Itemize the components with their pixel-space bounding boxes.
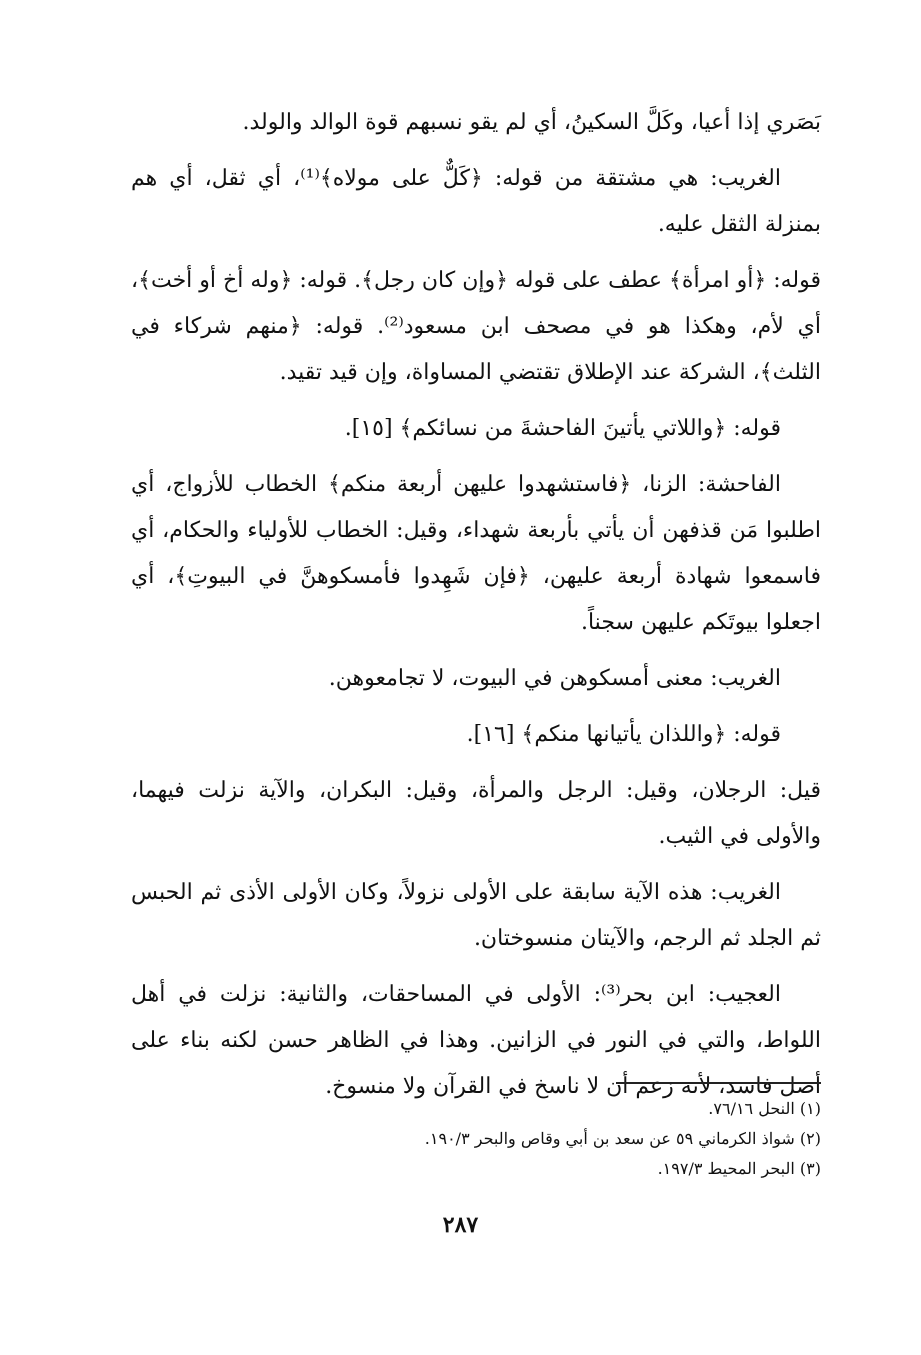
footnote-3: (٣) البحر المحيط ١٩٧/٣. [657, 1159, 821, 1178]
paragraph-4: قوله: ﴿واللاتي يأتينَ الفاحشةَ من نسائكم﴾ [١٥]. [344, 416, 781, 441]
paragraph-3: قوله: ﴿أو امرأة﴾ عطف على قوله ﴿وإن كان رجل﴾. قوله: ﴿وله أخ أو أخت﴾، أي لأم، وهكذا هو في مصحف ابن مسعود⁽²⁾. قوله: ﴿منهم شركاء في الثلث﴾، الشركة عند الإطلاق تقتضي المساواة، وإن قيد تقيد. [130, 268, 821, 385]
footnote-divider [616, 1082, 821, 1084]
footnote-2: (٢) شواذ الكرماني ٥٩ عن سعد بن أبي وقاص والبحر ١٩٠/٣. [424, 1129, 821, 1148]
page-number: ٢٨٧ [442, 1212, 479, 1238]
paragraph-7: قوله: ﴿واللذان يأتيانها منكم﴾ [١٦]. [466, 722, 781, 747]
footnote-1: (١) النحل ٧٦/١٦. [708, 1099, 821, 1118]
paragraph-1: بَصَري إذا أعيا، وكَلَّ السكينُ، أي لم يقو نسبهم قوة الوالد والولد. [242, 110, 821, 135]
paragraph-6: الغريب: معنى أمسكوهن في البيوت، لا تجامعوهن. [328, 666, 781, 691]
paragraph-9: الغريب: هذه الآية سابقة على الأولى نزولاً، وكان الأولى الأذى ثم الحبس ثم الجلد ثم الرجم، والآيتان منسوختان. [131, 880, 821, 951]
body-text [131, 100, 821, 1120]
paragraph-8: قيل: الرجلان، وقيل: الرجل والمرأة، وقيل: البكران، والآية نزلت فيهما، والأولى في الثيب. [131, 778, 821, 849]
footnotes [131, 1082, 821, 1184]
paragraph-5: الفاحشة: الزنا، ﴿فاستشهدوا عليهن أربعة منكم﴾ الخطاب للأزواج، أي اطلبوا مَن قذفهن أن يأتي بأربعة شهداء، وقيل: الخطاب للأولياء والحكام، أي فاسمعوا شهادة أربعة عليهن، ﴿فإن شَهِدوا فأمسكوهنَّ في البيوتِ﴾، أي اجعلوا بيوتَكم عليهن سجناً. [131, 472, 821, 635]
paragraph-10: العجيب: ابن بحر⁽³⁾: الأولى في المساحقات، والثانية: نزلت في أهل اللواط، والتي في النور في الزانين. وهذا في الظاهر حسن لكنه بناء على أصل فاسد، لأنه زعم أن لا ناسخ في القرآن ولا منسوخ. [131, 982, 821, 1099]
paragraph-2: الغريب: هي مشتقة من قوله: ﴿كَلٌّ على مولاه﴾⁽¹⁾، أي ثقل، أي هم بمنزلة الثقل عليه. [131, 166, 821, 237]
